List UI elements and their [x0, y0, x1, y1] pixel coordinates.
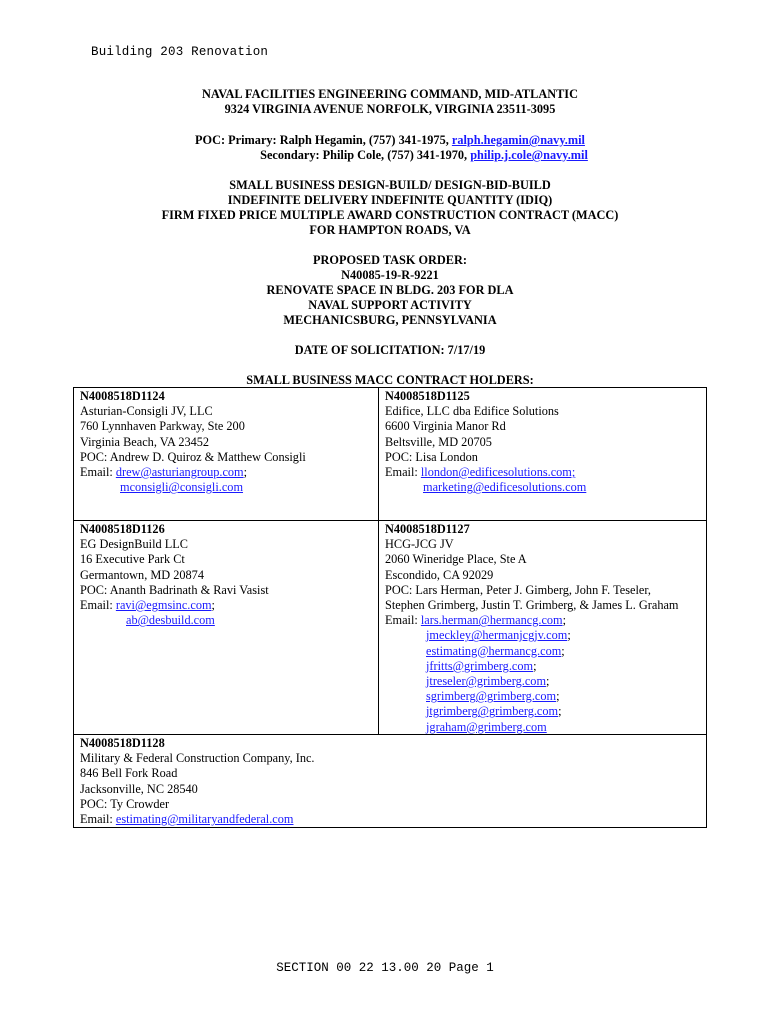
contract-id: N4008518D1128	[80, 736, 165, 750]
holder-name: Asturian-Consigli JV, LLC	[80, 404, 213, 419]
contract-line: FIRM FIXED PRICE MULTIPLE AWARD CONSTRUCTION CONTRACT (MACC)	[161, 208, 619, 222]
holder-email-line	[385, 480, 700, 495]
holder-email-line: Email: drew@asturiangroup.com;	[80, 465, 248, 480]
email-link[interactable]: drew@asturiangroup.com	[115, 465, 244, 480]
holder-cell	[80, 736, 680, 827]
email-link[interactable]: estimating@hermancg.com	[426, 643, 562, 658]
holder-cell	[80, 389, 375, 495]
holder-poc: POC: Lars Herman, Peter J. Gimberg, John F. Teseler,	[385, 582, 651, 597]
task-order-label: PROPOSED TASK ORDER:	[313, 253, 467, 267]
task-order-block	[0, 253, 770, 328]
email-link[interactable]: marketing@edificesolutions.com	[423, 480, 587, 495]
email-link[interactable]: ravi@egmsinc.com	[115, 598, 212, 613]
holder-email-line: Email: estimating@militaryandfederal.com	[80, 812, 294, 827]
email-link[interactable]: sgrimberg@grimberg.com	[426, 689, 557, 704]
email-link[interactable]: jfritts@grimberg.com	[426, 658, 534, 673]
holder-email-line	[385, 720, 703, 735]
task-order-number: N40085-19-R-9221	[341, 268, 439, 282]
holder-city: Virginia Beach, VA 23452	[80, 434, 210, 449]
holder-email-line: Email: llondon@edificesolutions.com;	[385, 465, 576, 480]
holder-city: Germantown, MD 20874	[80, 567, 204, 582]
holder-email-line: jfritts@grimberg.com;	[426, 658, 537, 673]
holder-email-line	[80, 613, 375, 628]
holder-email-line: jtgrimberg@grimberg.com;	[426, 704, 562, 719]
contract-id: N4008518D1125	[385, 389, 470, 403]
holder-name: EG DesignBuild LLC	[80, 537, 188, 552]
primary-email-link[interactable]: ralph.hegamin@navy.mil	[451, 133, 585, 147]
email-link[interactable]: jgraham@grimberg.com	[426, 719, 547, 734]
solicitation-date: DATE OF SOLICITATION: 7/17/19	[294, 343, 486, 357]
email-link[interactable]: mconsigli@consigli.com	[120, 480, 244, 495]
contract-id: N4008518D1127	[385, 522, 470, 536]
holder-city: Beltsville, MD 20705	[385, 434, 492, 449]
holder-street: 6600 Virginia Manor Rd	[385, 419, 506, 434]
email-link[interactable]: llondon@edificesolutions.com;	[420, 465, 576, 480]
holder-email-line: Email: lars.herman@hermancg.com;	[385, 613, 567, 628]
holder-cell	[385, 522, 703, 735]
task-order-title: RENOVATE SPACE IN BLDG. 203 FOR DLA	[266, 283, 514, 297]
contract-id: N4008518D1124	[80, 389, 165, 403]
poc-block	[0, 133, 770, 163]
agency-address: 9324 VIRGINIA AVENUE NORFOLK, VIRGINIA 23511-3095	[224, 102, 556, 116]
holder-street: 846 Bell Fork Road	[80, 766, 178, 781]
holder-poc: POC: Ananth Badrinath & Ravi Vasist	[80, 582, 269, 597]
agency-block	[0, 87, 770, 117]
holder-street: 760 Lynnhaven Parkway, Ste 200	[80, 419, 245, 434]
holder-street: 2060 Wineridge Place, Ste A	[385, 552, 527, 567]
table-row-divider	[74, 520, 706, 521]
holder-poc: POC: Andrew D. Quiroz & Matthew Consigli	[80, 449, 306, 464]
holder-poc: POC: Ty Crowder	[80, 796, 170, 811]
page-footer: SECTION 00 22 13.00 20 Page 1	[276, 961, 494, 975]
contract-block	[0, 178, 770, 238]
task-order-title: NAVAL SUPPORT ACTIVITY	[308, 298, 472, 312]
secondary-email-link[interactable]: philip.j.cole@navy.mil	[470, 148, 588, 162]
holder-email-line	[80, 480, 375, 495]
running-header: Building 203 Renovation	[91, 45, 269, 59]
holder-name: Military & Federal Construction Company, Inc.	[80, 751, 315, 766]
holder-city: Escondido, CA 92029	[385, 567, 494, 582]
holder-city: Jacksonville, NC 28540	[80, 781, 198, 796]
email-link[interactable]: jmeckley@hermanjcgjv.com	[426, 628, 568, 643]
contract-line: SMALL BUSINESS DESIGN-BUILD/ DESIGN-BID-BUILD	[229, 178, 551, 192]
holder-cell	[385, 389, 700, 495]
holder-email-line: Email: ravi@egmsinc.com;	[80, 598, 215, 613]
holder-street: 16 Executive Park Ct	[80, 552, 185, 567]
holder-email-line: jtreseler@grimberg.com;	[426, 674, 550, 689]
holders-heading: SMALL BUSINESS MACC CONTRACT HOLDERS:	[246, 373, 534, 387]
holder-email-line: estimating@hermancg.com;	[426, 643, 565, 658]
contract-id: N4008518D1126	[80, 522, 165, 536]
holder-name: HCG-JCG JV	[385, 537, 454, 552]
email-link[interactable]: jtreseler@grimberg.com	[426, 674, 547, 689]
email-link[interactable]: ab@desbuild.com	[126, 613, 215, 628]
task-order-title: MECHANICSBURG, PENNSYLVANIA	[283, 313, 497, 327]
email-link[interactable]: estimating@militaryandfederal.com	[115, 812, 294, 827]
holder-cell	[80, 522, 375, 628]
contract-line: INDEFINITE DELIVERY INDEFINITE QUANTITY (IDIQ)	[227, 193, 553, 207]
holder-name: Edifice, LLC dba Edifice Solutions	[385, 404, 559, 419]
holder-email-line: jmeckley@hermanjcgjv.com;	[426, 628, 571, 643]
holder-email-line: sgrimberg@grimberg.com;	[426, 689, 560, 704]
poc-primary: POC: Primary: Ralph Hegamin, (757) 341-1975, ralph.hegamin@navy.mil	[195, 133, 585, 147]
agency-name: NAVAL FACILITIES ENGINEERING COMMAND, MID-ATLANTIC	[202, 87, 578, 101]
table-column-divider	[378, 388, 379, 734]
contract-line: FOR HAMPTON ROADS, VA	[309, 223, 471, 237]
email-link[interactable]: jtgrimberg@grimberg.com	[426, 704, 559, 719]
holder-poc: POC: Lisa London	[385, 449, 478, 464]
email-link[interactable]: lars.herman@hermancg.com	[420, 613, 563, 628]
poc-secondary: Secondary: Philip Cole, (757) 341-1970, philip.j.cole@navy.mil	[260, 148, 588, 162]
holder-poc: Stephen Grimberg, Justin T. Grimberg, & James L. Graham	[385, 598, 679, 613]
